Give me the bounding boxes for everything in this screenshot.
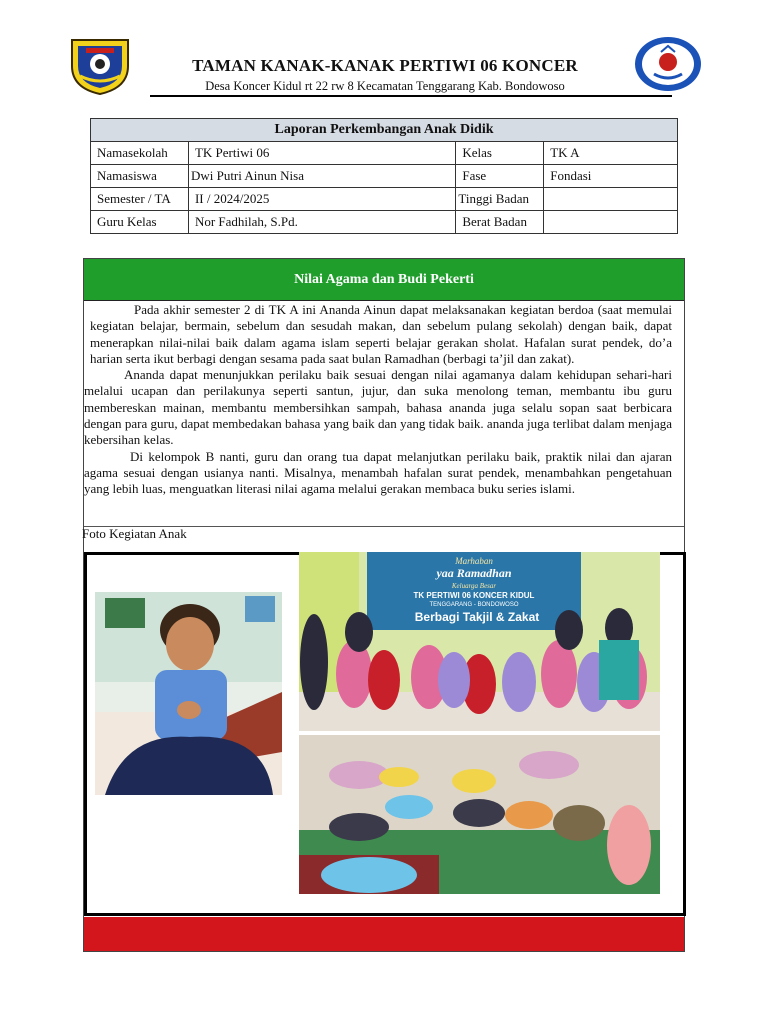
- child-praying-photo: [95, 592, 282, 795]
- banner-line-1: Marhaban: [455, 556, 493, 566]
- table-title-row: [91, 119, 678, 142]
- footer-bar: [84, 917, 684, 951]
- value-weight: [544, 211, 678, 234]
- narrative-paragraph-1: Pada akhir semester 2 di TK A ini Ananda Ainun dapat melaksanakan kegiatan berdoa (saat memulai kegiatan belajar, bermain, sebelum dan sesudah makan, dan sebelum pulang sekolah) dengan baik, dapat menerapkan nilai-nilai baik dalam agama islam seperti belajar gerakan sholat. Hafalan surat pendek, do’a harian serta ikut berbagi dengan sesama pada saat bulan Ramadhan (berbagi ta’jil dan zakat).: [90, 302, 672, 366]
- photo-label: Foto Kegiatan Anak: [82, 526, 187, 541]
- label-phase: Fase: [456, 165, 544, 188]
- label-height: Tinggi Badan: [456, 188, 544, 211]
- children-sholat-photo: [299, 735, 660, 894]
- banner-line-6: Berbagi Takjil & Zakat: [414, 610, 540, 624]
- table-row: [91, 165, 678, 188]
- religion-section: [83, 258, 685, 952]
- school-name: TAMAN KANAK-KANAK PERTIWI 06 KONCER: [192, 56, 578, 75]
- table-row: [91, 188, 678, 211]
- narrative-text: [84, 301, 684, 527]
- table-row: [91, 142, 678, 165]
- banner-line-5: TENGGARANG - BONDOWOSO: [429, 602, 519, 608]
- student-info-table: [90, 118, 678, 234]
- label-student-name: Namasiswa: [91, 165, 189, 188]
- label-teacher: Guru Kelas: [91, 211, 189, 234]
- value-student-name: Dwi Putri Ainun Nisa: [188, 165, 455, 188]
- value-height: [544, 188, 678, 211]
- value-teacher: Nor Fadhilah, S.Pd.: [188, 211, 455, 234]
- header-divider: [150, 95, 672, 97]
- value-class: TK A: [544, 142, 678, 165]
- value-phase: Fondasi: [544, 165, 678, 188]
- narrative-paragraph-3: Di kelompok B nanti, guru dan orang tua dapat melanjutkan perilaku baik, praktik nilai dan ajaran agama sesuai dengan usianya nanti. Misalnya, menambah hafalan surat pendek, menambahkan pengetahuan yang lebih luas, menguatkan literasi nilai agama melalui gerakan membaca buku series islami.: [84, 448, 672, 497]
- banner-line-3: Keluarga Besar: [451, 582, 497, 590]
- table-row: [91, 211, 678, 234]
- label-school-name: Namasekolah: [91, 142, 189, 165]
- value-school-name: TK Pertiwi 06: [188, 142, 455, 165]
- label-weight: Berat Badan: [456, 211, 544, 234]
- narrative-paragraph-2: Ananda dapat menunjukkan perilaku baik sesuai dengan nilai agamanya dalam kehidupan sehari-hari melalui ucapan dan perilakunya seperti santun, jujur, dan suka menolong teman, membantu ibu guru membereskan mainan, membantu membersihkan sampah, bahasa ananda juga selalu sopan saat berbicara dengan para guru, dapat membedakan bahasa yang baik dan yang tidak baik. ananda juga terlibat dalam menjaga kebersihan kelas.: [84, 367, 672, 448]
- report-title: Laporan Perkembangan Anak Didik: [91, 119, 678, 142]
- banner-line-4: TK PERTIWI 06 KONCER KIDUL: [413, 591, 535, 600]
- school-address: Desa Koncer Kidul rt 22 rw 8 Kecamatan Tenggarang Kab. Bondowoso: [205, 79, 565, 93]
- school-header: [60, 32, 710, 98]
- banner-line-2: yaa Ramadhan: [436, 566, 512, 580]
- label-semester: Semester / TA: [91, 188, 189, 211]
- label-class: Kelas: [456, 142, 544, 165]
- value-semester: II / 2024/2025: [188, 188, 455, 211]
- group-ramadhan-photo: [299, 552, 660, 731]
- photo-frame: [84, 552, 686, 916]
- section-title: Nilai Agama dan Budi Pekerti: [84, 259, 684, 301]
